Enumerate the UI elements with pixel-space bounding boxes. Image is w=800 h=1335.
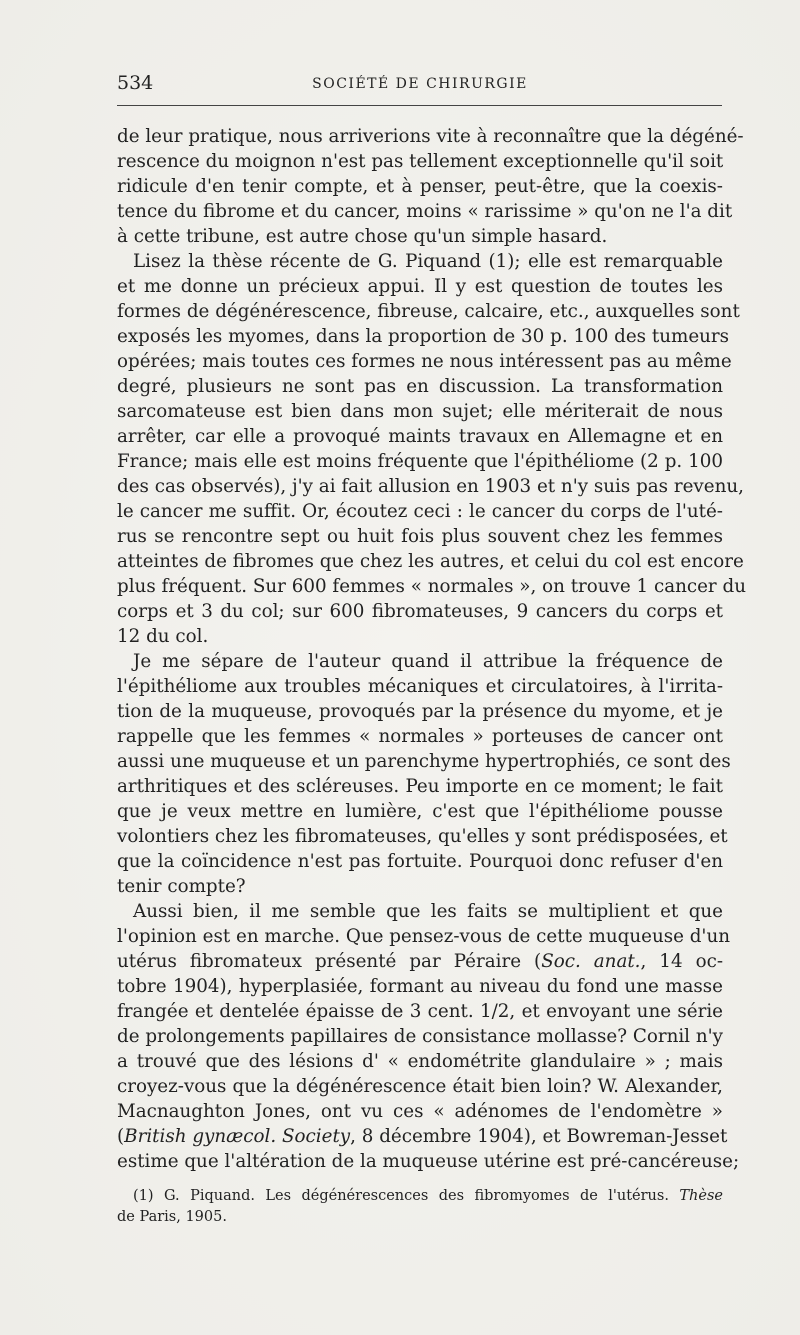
text-segment: aussi une muqueuse et un parenchyme hypertrophiés, ce sont des	[117, 751, 731, 772]
text-line	[117, 1124, 728, 1149]
text-segment: corps et 3 du col; sur 600 fibromateuses, 9 cancers du corps et	[117, 601, 723, 622]
text-line	[117, 599, 723, 624]
header-rule	[117, 105, 722, 106]
text-segment: opérées; mais toutes ces formes ne nous intéressent pas au même	[117, 351, 732, 372]
text-line	[117, 974, 723, 999]
text-segment: tion de la muqueuse, provoqués par la présence du myome, et je	[117, 701, 723, 722]
text-line	[117, 999, 723, 1024]
text-segment: ridicule d'en tenir compte, et à penser, peut-être, que la coexis-	[117, 176, 723, 197]
text-segment: plus fréquent. Sur 600 femmes « normales », on trouve 1 cancer du	[117, 576, 746, 597]
text-line	[117, 649, 723, 674]
text-segment: de prolongements papillaires de consistance mollasse? Cornil n'y	[117, 1026, 723, 1047]
text-line	[117, 874, 723, 899]
text-line	[117, 374, 723, 399]
text-line	[117, 824, 728, 849]
text-line	[117, 324, 730, 349]
text-line	[117, 199, 733, 224]
text-line	[117, 299, 740, 324]
text-line	[117, 749, 731, 774]
text-segment: le cancer me suffit. Or, écoutez ceci : le cancer du corps de l'uté-	[117, 501, 723, 522]
text-segment: Je me sépare de l'auteur quand il attribue la fréquence de	[133, 651, 723, 672]
text-segment: croyez-vous que la dégénérescence était bien loin? W. Alexander,	[117, 1076, 723, 1097]
text-line	[117, 224, 723, 249]
text-segment: , 8 décembre 1904), et Bowreman-Jesset	[350, 1126, 728, 1147]
paragraph	[117, 124, 744, 249]
text-segment: volontiers chez les fibromateuses, qu'elles y sont prédisposées, et	[117, 826, 728, 847]
italic-text: Soc. anat.	[541, 951, 641, 972]
text-line	[117, 499, 723, 524]
text-segment: que je veux mettre en lumière, c'est que l'épithéliome pousse	[117, 801, 723, 822]
text-segment: de leur pratique, nous arriverions vite à reconnaître que la dégéné-	[117, 126, 744, 147]
text-segment: exposés les myomes, dans la proportion de 30 p. 100 des tumeurs	[117, 326, 730, 347]
text-segment: rescence du moignon n'est pas tellement exceptionnelle qu'il soit	[117, 151, 724, 172]
text-line	[117, 574, 746, 599]
text-segment: l'épithéliome aux troubles mécaniques et circulatoires, à l'irrita-	[117, 676, 723, 697]
text-segment: rus se rencontre sept ou huit fois plus souvent chez les femmes	[117, 526, 723, 547]
text-segment: arthritiques et des scléreuses. Peu importe en ce moment; le fait	[117, 776, 723, 797]
paragraph	[117, 899, 740, 1174]
text-segment: rappelle que les femmes « normales » porteuses de cancer ont	[117, 726, 723, 747]
text-segment: à cette tribune, est autre chose qu'un simple hasard.	[117, 226, 608, 247]
paragraph	[117, 649, 731, 899]
text-line	[117, 1207, 723, 1228]
text-line	[117, 274, 723, 299]
text-segment: Macnaughton Jones, ont vu ces « adénomes de l'endomètre »	[117, 1101, 723, 1122]
text-segment: degré, plusieurs ne sont pas en discussion. La transformation	[117, 376, 723, 397]
text-segment: arrêter, car elle a provoqué maints travaux en Allemagne et en	[117, 426, 723, 447]
footnote	[117, 1186, 723, 1228]
text-segment: 12 du col.	[117, 626, 209, 647]
text-segment: tobre 1904), hyperplasiée, formant au niveau du fond une masse	[117, 976, 723, 997]
text-line	[117, 1186, 723, 1207]
text-line	[117, 474, 744, 499]
text-line	[117, 699, 723, 724]
italic-text: Thèse	[679, 1188, 723, 1204]
text-line	[117, 399, 723, 424]
text-line	[117, 1149, 740, 1174]
text-line	[117, 1099, 723, 1124]
text-line	[117, 1024, 723, 1049]
text-segment: de Paris, 1905.	[117, 1209, 227, 1225]
text-segment: l'opinion est en marche. Que pensez-vous de cette muqueuse d'un	[117, 926, 731, 947]
text-line	[117, 674, 723, 699]
text-segment: , 14 oc-	[640, 951, 723, 972]
text-segment: estime que l'altération de la muqueuse utérine est pré-cancéreuse;	[117, 1151, 740, 1172]
body-text	[117, 124, 746, 1174]
text-line	[117, 149, 723, 174]
text-segment: Lisez la thèse récente de G. Piquand (1); elle est remarquable	[133, 251, 723, 272]
text-line	[117, 924, 731, 949]
text-line	[117, 1049, 723, 1074]
text-segment: des cas observés), j'y ai fait allusion en 1903 et n'y suis pas revenu,	[117, 476, 744, 497]
text-segment: tence du fibrome et du cancer, moins « rarissime » qu'on ne l'a dit	[117, 201, 733, 222]
text-segment: France; mais elle est moins fréquente que l'épithéliome (2 p. 100	[117, 451, 723, 472]
text-segment: utérus fibromateux présenté par Péraire (	[117, 951, 542, 972]
text-line	[117, 249, 723, 274]
text-line	[117, 849, 723, 874]
text-line	[117, 549, 744, 574]
text-segment: tenir compte?	[117, 876, 246, 897]
page-number: 534	[117, 72, 154, 94]
text-segment: Aussi bien, il me semble que les faits se multiplient et que	[133, 901, 723, 922]
text-segment: (	[117, 1126, 125, 1147]
italic-text: British gynæcol. Society	[124, 1126, 351, 1147]
text-segment: et me donne un précieux appui. Il y est question de toutes les	[117, 276, 723, 297]
text-line	[117, 774, 723, 799]
text-segment: frangée et dentelée épaisse de 3 cent. 1/2, et envoyant une série	[117, 1001, 723, 1022]
text-line	[117, 724, 723, 749]
text-line	[117, 899, 723, 924]
paragraph	[117, 249, 746, 649]
text-line	[117, 624, 723, 649]
text-line	[117, 799, 723, 824]
text-line	[117, 949, 723, 974]
text-line	[117, 524, 723, 549]
text-line	[117, 449, 723, 474]
text-segment: formes de dégénérescence, fibreuse, calcaire, etc., auxquelles sont	[117, 301, 740, 322]
text-line	[117, 174, 723, 199]
text-segment: a trouvé que des lésions d' « endométrite glandulaire » ; mais	[117, 1051, 723, 1072]
text-line	[117, 124, 744, 149]
text-segment: (1) G. Piquand. Les dégénérescences des fibromyomes de l'utérus.	[133, 1188, 680, 1204]
text-line	[117, 1074, 723, 1099]
text-segment: sarcomateuse est bien dans mon sujet; elle mériterait de nous	[117, 401, 723, 422]
text-line	[117, 424, 723, 449]
text-line	[117, 349, 732, 374]
running-title: SOCIÉTÉ DE CHIRURGIE	[312, 76, 528, 92]
text-segment: que la coïncidence n'est pas fortuite. Pourquoi donc refuser d'en	[117, 851, 723, 872]
text-segment: atteintes de fibromes que chez les autres, et celui du col est encore	[117, 551, 744, 572]
